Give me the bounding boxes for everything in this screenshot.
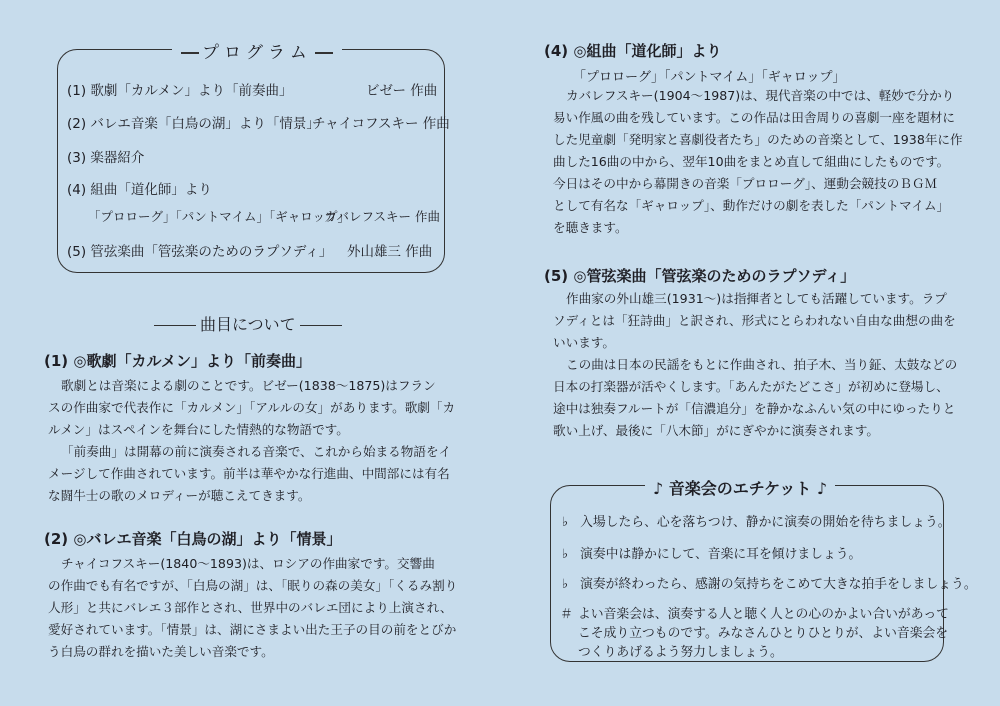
piece-2-line: の作曲でも有名ですが、「白鳥の湖」は、「眠りの森の美女」「くるみ割り (48, 578, 458, 593)
piece-1-line: スの作曲家で代表作に「カルメン」「アルルの女」があります。歌劇「カ (48, 400, 456, 415)
piece-5-line: この曲は日本の民謡をもとに作曲され、拍子木、当り鉦、太鼓などの (566, 357, 958, 372)
program-item-1-composer: ビゼー 作曲 (366, 83, 438, 99)
program-item-4: (4) 組曲「道化師」より (67, 182, 212, 198)
piece-4-line: カバレフスキー(1904～1987)は、現代音楽の中では、軽妙で分かり (566, 88, 955, 103)
piece-1-line: 歌劇とは音楽による劇のことです。ビゼー(1838～1875)はフラン (61, 378, 436, 393)
piece-4-line: を聴きます。 (553, 220, 628, 235)
piece-5-line: 途中は独奏フルートが「信濃追分」を静かなふんい気の中にゆったりと (553, 401, 956, 416)
piece-4-text (553, 85, 973, 239)
program-item-4-composer: カバレフスキー 作曲 (324, 209, 440, 224)
piece-2-line: う白鳥の群れを描いた美しい音楽です。 (48, 644, 274, 659)
flat-icon: ♭ (562, 577, 569, 592)
program-item-5: (5) 管弦楽曲「管弦楽のためのラプソディ」 (67, 244, 333, 260)
piece-2-line: 人形」と共にバレエ３部作とされ、世界中のバレエ団により上演され、 (48, 600, 453, 615)
program-item-2: (2) バレエ音楽「白鳥の湖」より「情景」 (67, 116, 320, 132)
about-rule-left (154, 325, 196, 326)
piece-2-heading: (2) ◎バレエ音楽「白鳥の湖」より「情景」 (44, 530, 342, 548)
title-rule-right (315, 52, 333, 53)
piece-4-subtitle: 「プロローグ」「パントマイム」「ギャロップ」 (573, 70, 846, 85)
piece-1-line: ルメン」はスペインを舞台にした情熱的な物語です。 (48, 422, 349, 437)
piece-5-line: 日本の打楽器が活やくします。「あんたがたどこさ」が初めに登場し、 (553, 379, 949, 394)
flat-icon: ♭ (562, 515, 569, 530)
etiquette-closing-3: つくりあげるよう努力しましょう。 (578, 645, 783, 660)
program-item-3: (3) 楽器紹介 (67, 150, 145, 166)
piece-2-line: 愛好されています。「情景」は、湖にさまよい出た王子の目の前をとびか (48, 622, 457, 637)
piece-1-heading: (1) ◎歌劇「カルメン」より「前奏曲」 (44, 352, 312, 370)
piece-5-heading: (5) ◎管弦楽曲「管弦楽のためのラプソディ」 (544, 267, 856, 285)
piece-4-heading: (4) ◎組曲「道化師」より (544, 42, 722, 60)
piece-2-text (48, 553, 468, 663)
program-item-4-sub: 「プロローグ」「パントマイム」「ギャロップ」 (88, 209, 351, 224)
piece-5-line: 歌い上げ、最後に「八木節」がにぎやかに演奏されます。 (553, 423, 879, 438)
piece-5-line: いいます。 (553, 335, 615, 350)
piece-1-line: 「前奏曲」は開幕の前に演奏される音楽で、これから始まる物語をイ (61, 444, 452, 459)
program-item-2-composer: チャイコフスキー 作曲 (312, 116, 450, 132)
etiquette-title: ♪ 音楽会のエチケット ♪ (645, 476, 835, 499)
piece-4-line: した児童劇「発明家と喜劇役者たち」のための音楽として、1938年に作 (553, 132, 963, 147)
program-title: プログラム (172, 38, 342, 63)
piece-5-line: ソディとは「狂詩曲」と訳され、形式にとらわれない自由な曲想の曲を (553, 313, 956, 328)
piece-1-line: メージして作曲されています。前半は華やかな行進曲、中間部には有名 (48, 466, 450, 481)
piece-1-text (48, 375, 468, 507)
piece-4-line: 曲した16曲の中から、翌年10曲をまとめ直して組曲にしたものです。 (553, 154, 950, 169)
piece-5-line: 作曲家の外山雄三(1931～)は指揮者としても活躍しています。ラプ (566, 291, 947, 306)
program-item-5-composer: 外山雄三 作曲 (347, 244, 433, 260)
piece-4-line: 易い作風の曲を残しています。この作品は田舎周りの喜劇一座を題材に (553, 110, 955, 125)
piece-1-line: な闘牛士の歌のメロディーが聴こえてきます。 (48, 488, 311, 503)
about-rule-right (300, 325, 342, 326)
piece-2-line: チャイコフスキー(1840～1893)は、ロシアの作曲家です。交響曲 (61, 556, 435, 571)
etiquette-item-3: ♭ 演奏が終わったら、感謝の気持ちをこめて大きな拍手をしましょう。 (562, 577, 977, 592)
etiquette-item-1: ♭ 入場したら、心を落ちつけ、静かに演奏の開始を待ちましょう。 (562, 515, 951, 530)
etiquette-closing-2: こそ成り立つものです。みなさんひとりひとりが、よい音楽会を (578, 626, 949, 641)
title-rule-left (181, 52, 199, 53)
flat-icon: ♭ (562, 547, 569, 562)
etiquette-closing-mark: ＃ (560, 607, 573, 622)
program-item-1: (1) 歌劇「カルメン」より「前奏曲」 (67, 83, 293, 99)
piece-4-line: 今日はその中から幕開きの音楽「プロローグ」、運動会競技のＢＧＭ (553, 176, 938, 191)
piece-4-line: として有名な「ギャロップ」、動作だけの劇を表した「パントマイム」 (553, 198, 950, 213)
etiquette-item-2: ♭ 演奏中は静かにして、音楽に耳を傾けましょう。 (562, 547, 862, 562)
etiquette-closing-1: よい音楽会は、演奏する人と聴く人との心のかよい合いがあって (578, 607, 949, 622)
piece-5-text (553, 288, 973, 442)
about-title: 曲目について (150, 312, 346, 335)
